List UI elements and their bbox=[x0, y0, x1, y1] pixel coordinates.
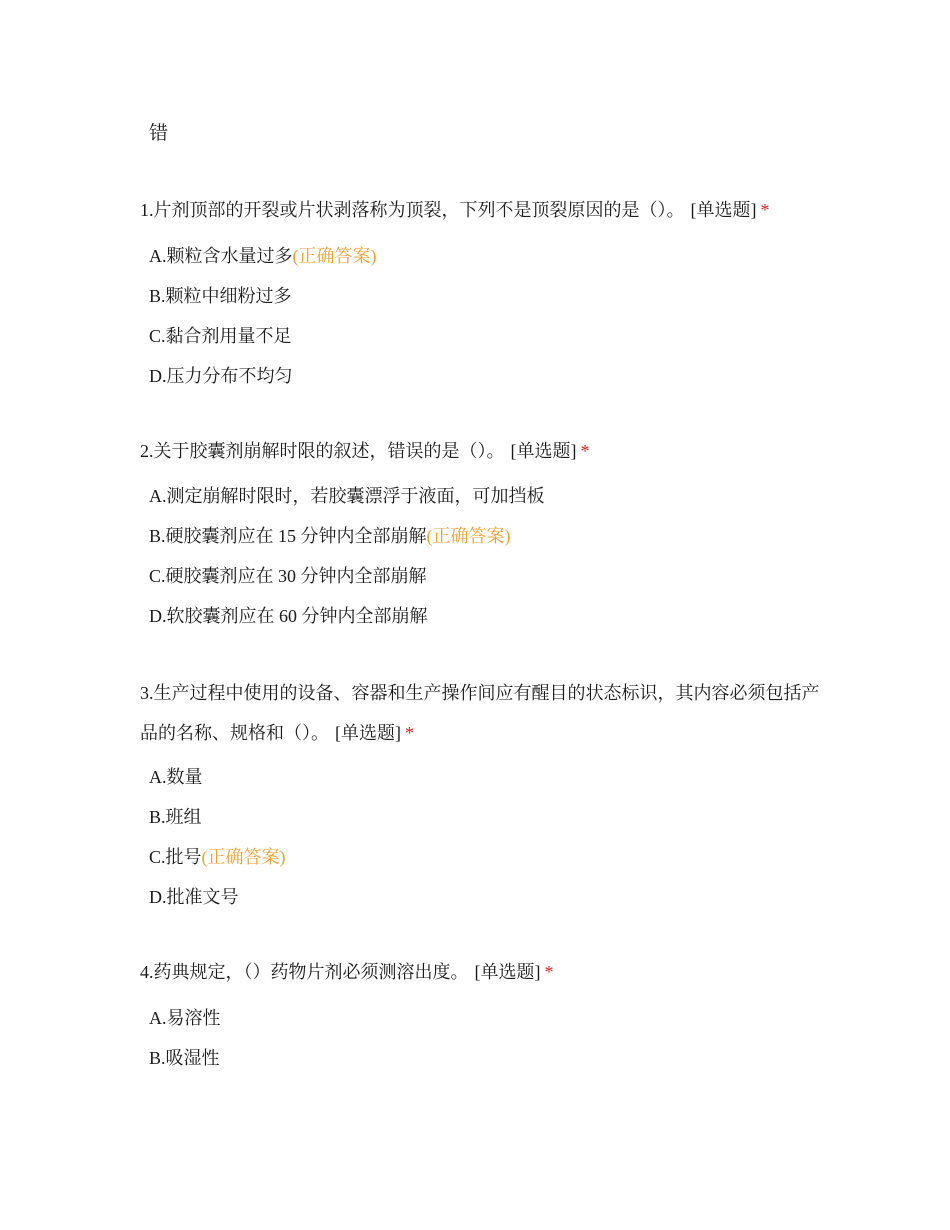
option-a[interactable] bbox=[149, 998, 820, 1038]
option-c[interactable] bbox=[149, 556, 820, 596]
option-c[interactable] bbox=[149, 837, 820, 877]
option-label: A.易溶性 bbox=[149, 1008, 221, 1028]
question-text: 3.生产过程中使用的设备、容器和生产操作间应有醒目的状态标识，其内容必须包括产品的名称、规格和（）。 bbox=[140, 683, 820, 743]
option-label: A.数量 bbox=[149, 767, 203, 787]
question-3 bbox=[140, 673, 820, 917]
option-b[interactable] bbox=[149, 1038, 820, 1078]
question-4-text-line bbox=[140, 952, 820, 992]
required-star: * bbox=[760, 200, 770, 220]
question-type: [单选题] bbox=[474, 962, 541, 982]
option-label: A.颗粒含水量过多 bbox=[149, 246, 293, 266]
option-a[interactable] bbox=[149, 236, 820, 276]
option-a[interactable] bbox=[149, 757, 820, 797]
question-2 bbox=[140, 431, 820, 636]
option-b[interactable] bbox=[149, 797, 820, 837]
question-text: 1.片剂顶部的开裂或片状剥落称为顶裂，下列不是顶裂原因的是（）。 bbox=[140, 200, 685, 220]
question-3-text-line bbox=[140, 673, 820, 753]
option-label: B.吸湿性 bbox=[149, 1048, 220, 1068]
question-4-options bbox=[140, 998, 820, 1078]
option-b[interactable] bbox=[149, 516, 820, 556]
option-label: C.批号 bbox=[149, 847, 202, 867]
question-1 bbox=[140, 190, 820, 396]
previous-answer-fragment: 错 bbox=[149, 123, 169, 144]
option-b[interactable] bbox=[149, 276, 820, 316]
option-label: C.黏合剂用量不足 bbox=[149, 326, 292, 346]
question-1-options bbox=[140, 236, 820, 396]
required-star: * bbox=[544, 962, 554, 982]
question-4 bbox=[140, 952, 820, 1078]
option-label: A.测定崩解时限时，若胶囊漂浮于液面，可加挡板 bbox=[149, 486, 545, 506]
option-label: C.硬胶囊剂应在 30 分钟内全部崩解 bbox=[149, 566, 427, 586]
question-3-options bbox=[140, 757, 820, 917]
required-star: * bbox=[580, 441, 590, 461]
required-star: * bbox=[405, 723, 414, 743]
question-text: 4.药典规定，（）药物片剂必须测溶出度。 bbox=[140, 962, 469, 982]
option-label: D.压力分布不均匀 bbox=[149, 366, 293, 386]
correct-answer-tag: (正确答案) bbox=[201, 847, 286, 867]
option-label: D.批准文号 bbox=[149, 887, 239, 907]
correct-answer-tag: (正确答案) bbox=[292, 246, 377, 266]
question-text: 2.关于胶囊剂崩解时限的叙述，错误的是（）。 bbox=[140, 441, 505, 461]
option-d[interactable] bbox=[149, 877, 820, 917]
question-type: [单选题] bbox=[510, 441, 577, 461]
question-2-options bbox=[140, 476, 820, 636]
option-label: B.硬胶囊剂应在 15 分钟内全部崩解 bbox=[149, 526, 427, 546]
question-type: [单选题] bbox=[335, 723, 401, 743]
question-2-text-line bbox=[140, 431, 820, 471]
question-type: [单选题] bbox=[690, 200, 757, 220]
option-label: D.软胶囊剂应在 60 分钟内全部崩解 bbox=[149, 606, 428, 626]
option-label: B.班组 bbox=[149, 807, 202, 827]
option-c[interactable] bbox=[149, 316, 820, 356]
option-a[interactable] bbox=[149, 476, 820, 516]
option-label: B.颗粒中细粉过多 bbox=[149, 286, 292, 306]
option-d[interactable] bbox=[149, 356, 820, 396]
correct-answer-tag: (正确答案) bbox=[426, 526, 511, 546]
option-d[interactable] bbox=[149, 596, 820, 636]
question-1-text-line bbox=[140, 190, 820, 230]
